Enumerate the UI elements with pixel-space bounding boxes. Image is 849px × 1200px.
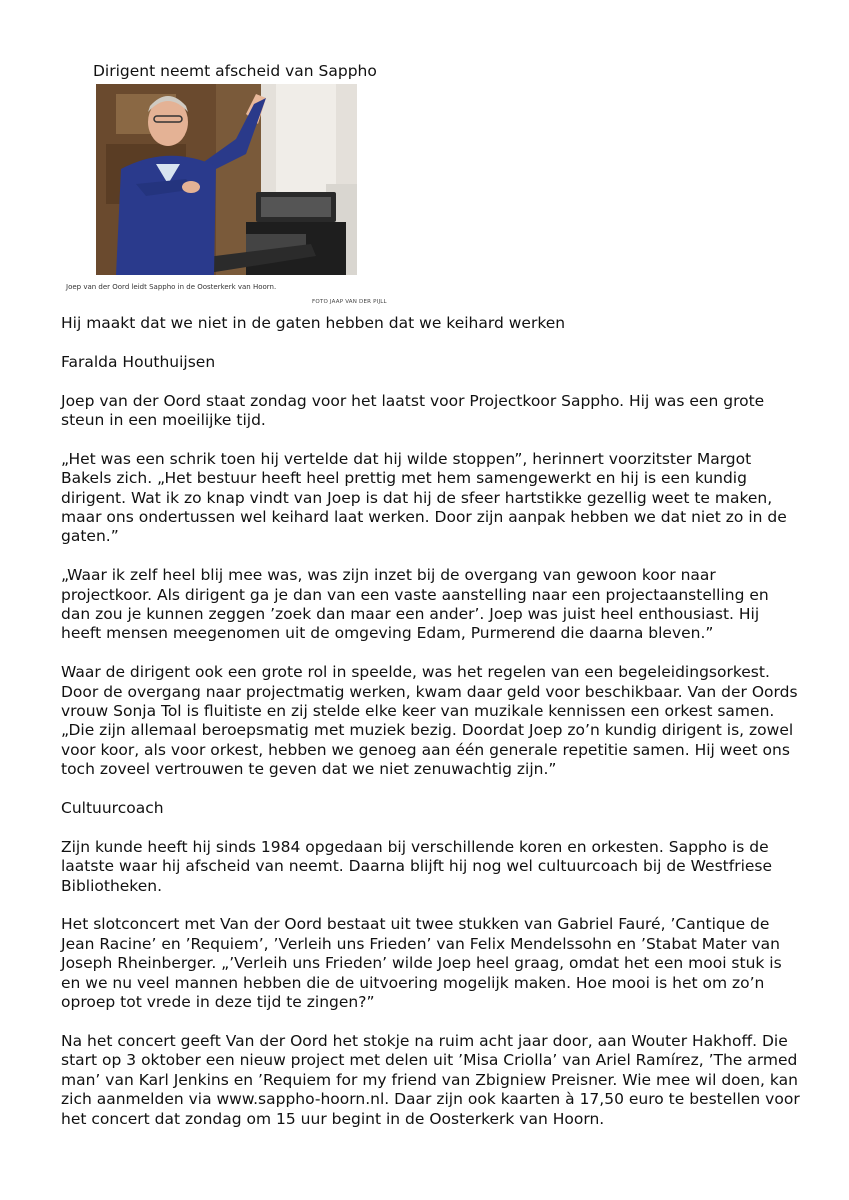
- photo-caption: Joep van der Oord leidt Sappho in de Oosterkerk van Hoorn.: [66, 283, 277, 291]
- article-paragraph: Na het concert geeft Van der Oord het stokje na ruim acht jaar door, aan Wouter Hakhoff. Die start op 3 oktober een nieuw project met delen uit ’Misa Criolla’ van Ariel Ramírez, ’The armed man’ van Karl Jenkins en ’Requiem for my friend van Zbigniew Preisner. Wie mee wil doen, kan zich aanmelden via www.sappho-hoorn.nl. Daar zijn ook kaarten à 17,50 euro te bestellen voor het concert dat zondag om 15 uur begint in de Oosterkerk van Hoorn.: [61, 1031, 800, 1128]
- article-body: [61, 314, 801, 1148]
- article-author: Faralda Houthuijsen: [61, 352, 216, 371]
- page-title: Dirigent neemt afscheid van Sappho: [93, 62, 377, 80]
- article-paragraph: Waar de dirigent ook een grote rol in speelde, was het regelen van een begeleidingsorkest. Door de overgang naar projectmatig werken, kwam daar geld voor beschikbaar. Van der Oords vrouw Sonja Tol is fluitiste en zij stelde elke keer van muzikale kennissen een orkest samen. „Die zijn allemaal beroepsmatig met muziek bezig. Doordat Joep zo’n kundig dirigent is, zowel voor koor, als voor orkest, hebben we genoeg aan één generale repetitie samen. Hij weet ons toch zoveel vertrouwen te geven dat we niet zenuwachtig zijn.”: [61, 663, 798, 779]
- article-headline: Hij maakt dat we niet in de gaten hebben dat we keihard werken: [61, 314, 566, 332]
- article-paragraph: „Het was een schrik toen hij vertelde dat hij wilde stoppen”, herinnert voorzitster Margot Bakels zich. „Het bestuur heeft heel prettig met hem samengewerkt en hij is een kundig dirigent. Wat ik zo knap vindt van Joep is dat hij de sfeer hartstikke gezellig weet te maken, maar ons ondertussen wel keihard laat werken. Door zijn aanpak hebben we dat niet zo in de gaten.”: [61, 449, 787, 546]
- article-paragraph: Zijn kunde heeft hij sinds 1984 opgedaan bij verschillende koren en orkesten. Sappho is de laatste waar hij afscheid van neemt. Daarna blijft hij nog wel cultuurcoach bij de Westfriese Bibliotheken.: [61, 837, 773, 895]
- article-paragraph: Joep van der Oord staat zondag voor het laatst voor Projectkoor Sappho. Hij was een grote steun in een moeilijke tijd.: [61, 391, 765, 429]
- photo-credit: FOTO JAAP VAN DER PIJLL: [312, 299, 387, 305]
- article-paragraph: Het slotconcert met Van der Oord bestaat uit twee stukken van Gabriel Fauré, ’Cantique de Jean Racine’ en ’Requiem’, ’Verleih uns Frieden’ van Felix Mendelssohn en ’Stabat Mater van Joseph Rheinberger. „’Verleih uns Frieden’ wilde Joep heel graag, omdat het een mooi stuk is en we nu veel mannen hebben die de uitvoering mogelijk maken. Hoe mooi is het om zo’n oproep tot vrede in deze tijd te zingen?”: [61, 915, 782, 1012]
- conductor-photo: [96, 84, 357, 275]
- article-subheading: Cultuurcoach: [61, 799, 164, 818]
- article-paragraph: „Waar ik zelf heel blij mee was, was zijn inzet bij de overgang van gewoon koor naar projectkoor. Als dirigent ga je dan van een vaste aanstelling naar een projectaanstelling en dan zou je kunnen zeggen ’zoek dan maar een ander’. Joep was juist heel enthousiast. Hij heeft mensen meegenomen uit de omgeving Edam, Purmerend die daarna bleven.”: [61, 566, 769, 643]
